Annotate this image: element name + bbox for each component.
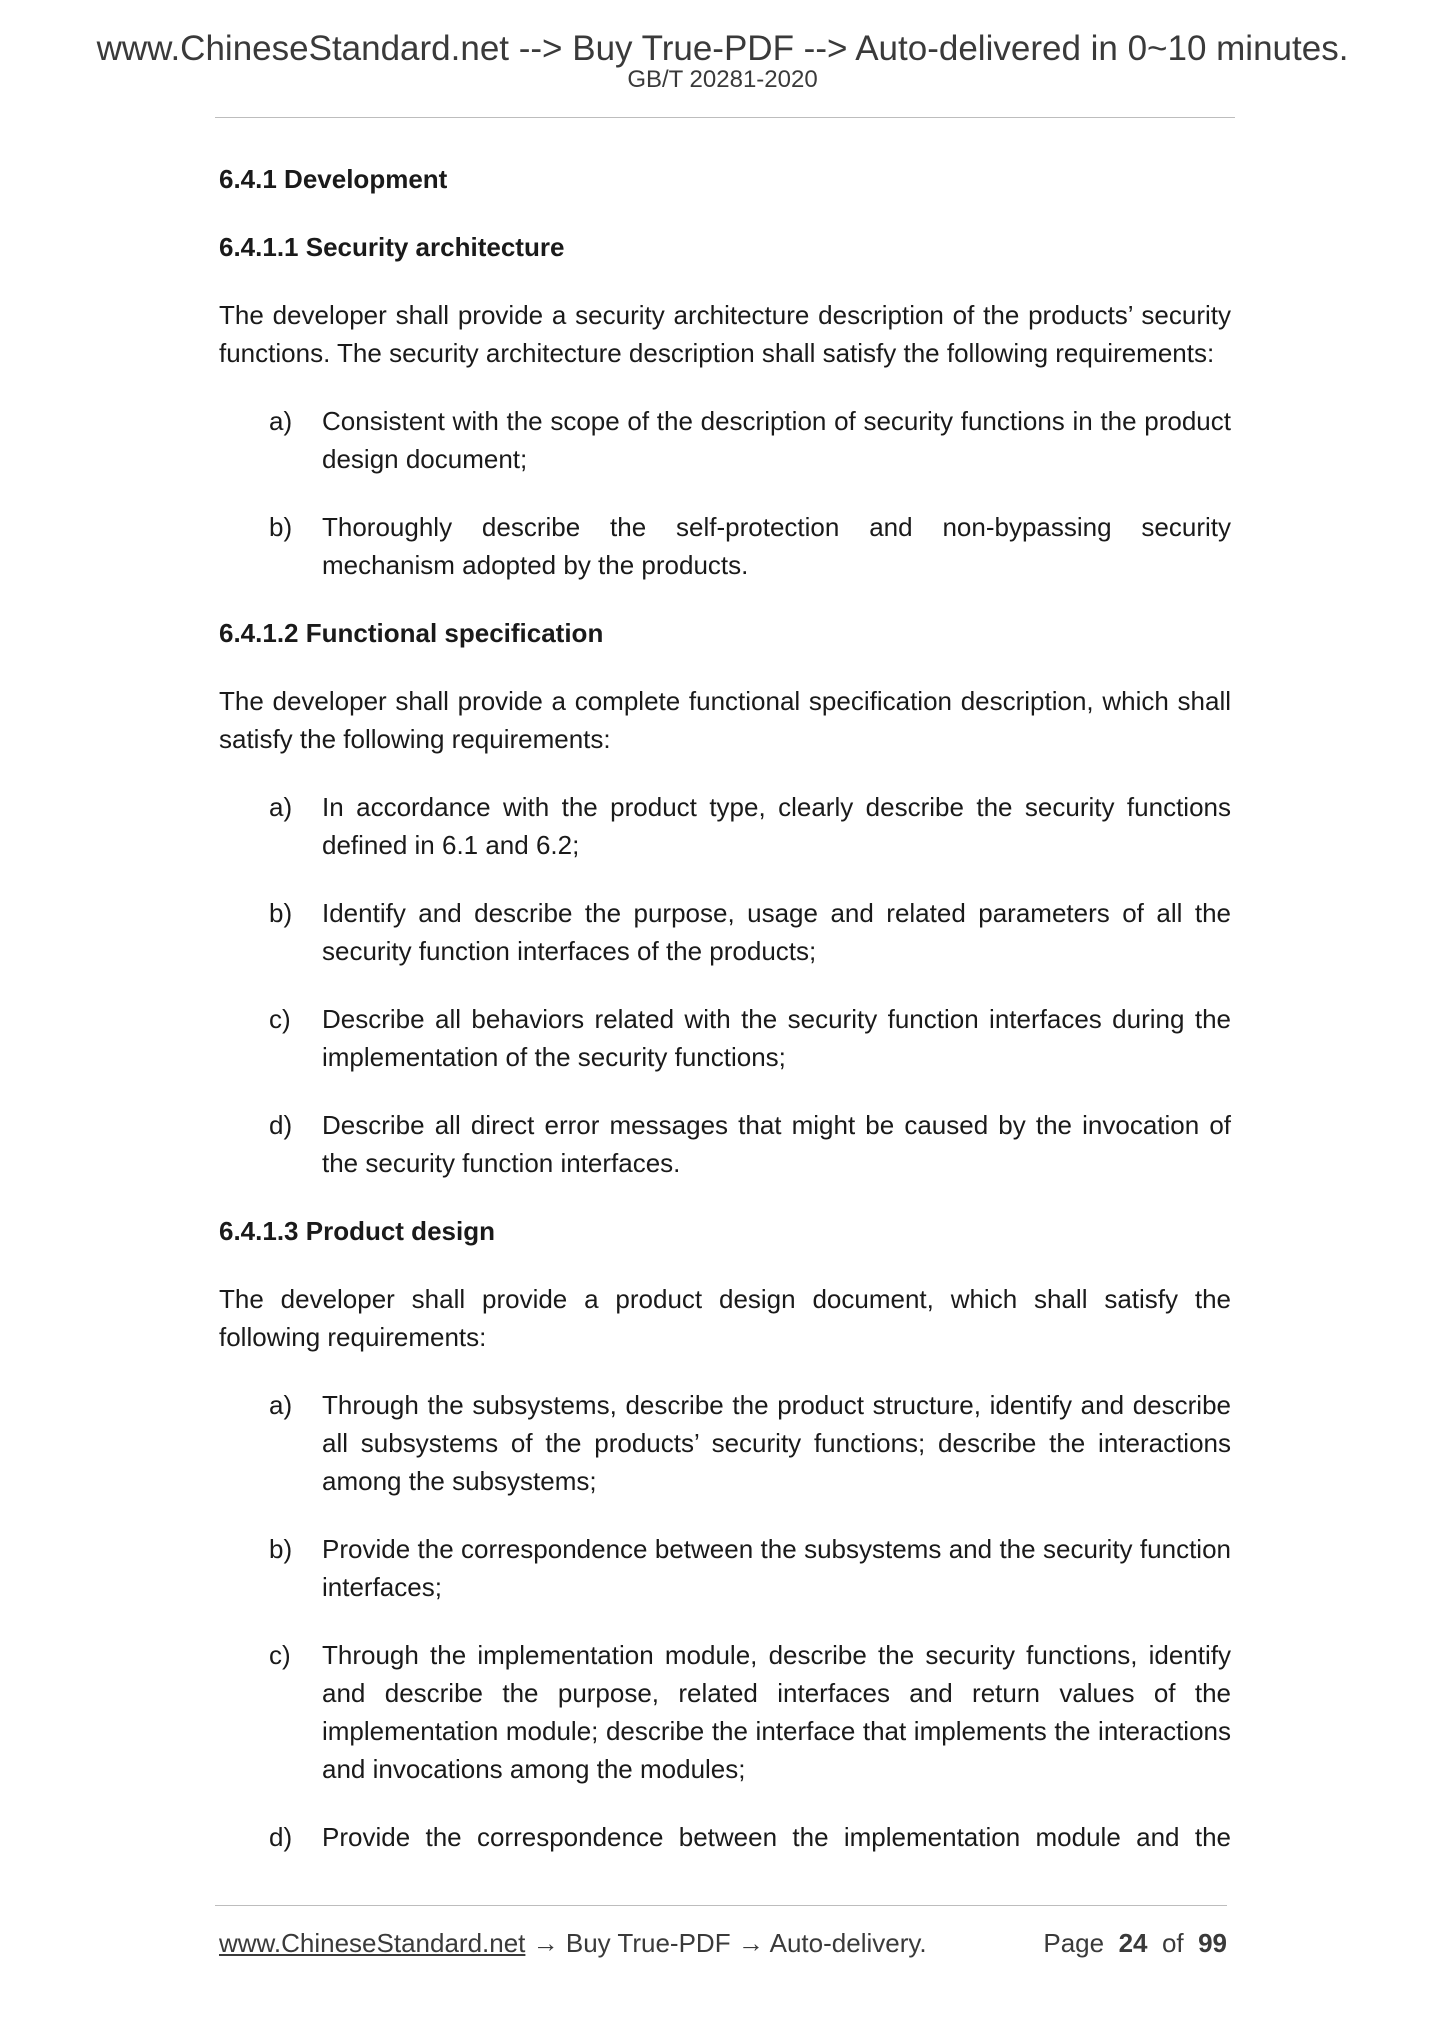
list-item-label: b) (269, 1534, 293, 1564)
list-item (219, 1530, 1231, 1606)
list-item-text: Provide the correspondence between the subsystems and the security function interfaces; (322, 1534, 1231, 1602)
list-item-label: a) (269, 1390, 293, 1420)
standard-code: GB/T 20281-2020 (627, 66, 818, 93)
list-item-text: Consistent with the scope of the description of security functions in the product design document; (322, 406, 1231, 474)
list-item-label: a) (269, 792, 293, 822)
list-item-label: c) (269, 1640, 291, 1670)
list-item (219, 1636, 1231, 1788)
list-item-text: Identify and describe the purpose, usage and related parameters of all the security function interfaces of the products; (322, 898, 1231, 966)
page-footer (219, 1928, 1227, 1959)
list-item (219, 1000, 1231, 1076)
footer-buy-text: Buy True-PDF (565, 1928, 731, 1958)
section-heading-6-4-1: 6.4.1 Development (219, 164, 448, 194)
arrow-icon: → (532, 1928, 559, 1958)
section-heading-6-4-1-1: 6.4.1.1 Security architecture (219, 232, 565, 262)
page-word: Page (1043, 1928, 1105, 1958)
list-item (219, 1106, 1231, 1182)
list-item-text: Provide the correspondence between the implementation module and the (322, 1822, 1231, 1852)
list-item-text: Thoroughly describe the self-protection and non-bypassing security mechanism adopted by the products. (322, 512, 1231, 580)
arrow-icon: → (737, 1928, 764, 1958)
list-item-text: In accordance with the product type, clearly describe the security functions defined in 6.1 and 6.2; (322, 792, 1231, 860)
list-item (219, 402, 1231, 478)
list-item-label: a) (269, 406, 293, 436)
section-heading-6-4-1-3: 6.4.1.3 Product design (219, 1216, 495, 1246)
list-item-label: d) (269, 1110, 293, 1140)
page-indicator (1043, 1928, 1227, 1959)
of-word: of (1161, 1928, 1184, 1958)
list-item (219, 894, 1231, 970)
footer-divider (215, 1905, 1227, 1906)
list-item (219, 1818, 1231, 1856)
footer-delivery-text: Auto-delivery. (769, 1928, 927, 1958)
list-item-text: Through the implementation module, describe the security functions, identify and describe the purpose, related interfaces and return values of the implementation module; describe the interface that implements the interactions and invocations among the modules; (322, 1640, 1231, 1784)
section-heading-6-4-1-2: 6.4.1.2 Functional specification (219, 618, 604, 648)
list-item-text: Describe all direct error messages that might be caused by the invocation of the security function interfaces. (322, 1110, 1231, 1178)
list-item-label: b) (269, 512, 293, 542)
list-item-label: d) (269, 1822, 293, 1852)
list-item (219, 1386, 1231, 1500)
footer-site-link[interactable]: www.ChineseStandard.net (219, 1928, 526, 1958)
page-total: 99 (1198, 1928, 1227, 1958)
document-body (219, 160, 1231, 1886)
paragraph: The developer shall provide a product design document, which shall satisfy the following requirements: (219, 1284, 1231, 1352)
paragraph: The developer shall provide a security architecture description of the products’ security functions. The security architecture description shall satisfy the following requirements: (219, 300, 1231, 368)
list-item-text: Through the subsystems, describe the product structure, identify and describe all subsystems of the products’ security functions; describe the interactions among the subsystems; (322, 1390, 1231, 1496)
list-item-label: b) (269, 898, 293, 928)
header-banner: www.ChineseStandard.net --> Buy True-PDF --> Auto-delivered in 0~10 minutes. (96, 29, 1349, 68)
list-item-text: Describe all behaviors related with the security function interfaces during the implementation of the security functions; (322, 1004, 1231, 1072)
header-divider (215, 117, 1235, 118)
page-number: 24 (1118, 1928, 1148, 1958)
list-item (219, 508, 1231, 584)
list-item-label: c) (269, 1004, 291, 1034)
list-item (219, 788, 1231, 864)
paragraph: The developer shall provide a complete functional specification description, which shall satisfy the following requirements: (219, 686, 1231, 754)
